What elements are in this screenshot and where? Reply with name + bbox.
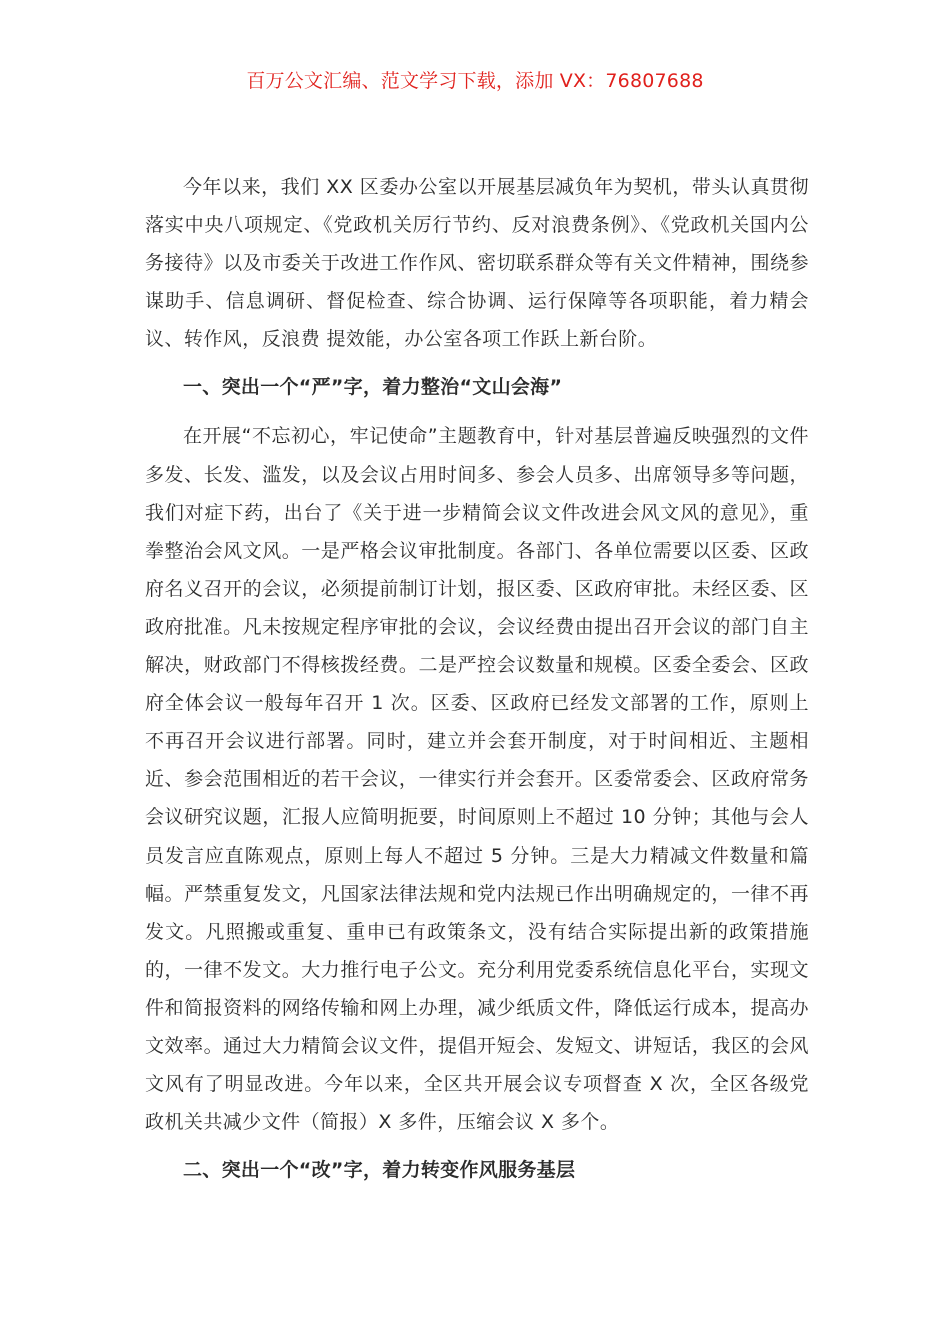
document-body [145, 168, 809, 1200]
promo-banner: 百万公文汇编、范文学习下载，添加 VX：76807688 [246, 70, 704, 92]
section-1-heading: 一、突出一个“严”字，着力整治“文山会海” [183, 376, 563, 399]
section-2-heading: 二、突出一个“改”字，着力转变作风服务基层 [183, 1159, 576, 1182]
section-1-paragraph: 在开展“不忘初心，牢记使命”主题教育中，针对基层普遍反映强烈的文件多发、长发、滥发，以及会议占用时间多、参会人员多、出席领导多等问题，我们对症下药，出台了《关于进一步精简会议文件改进会风文风的意见》，重拳整治会风文风。一是严格会议审批制度。各部门、各单位需要以区委、区政府名义召开的会议，必须提前制订计划，报区委、区政府审批。未经区委、区政府批准。凡未按规定程序审批的会议，会议经费由提出召开会议的部门自主解决，财政部门不得核拨经费。二是严控会议数量和规模。区委全委会、区政府全体会议一般每年召开 1 次。区委、区政府已经发文部署的工作，原则上不再召开会议进行部署。同时，建立并会套开制度，对于时间相近、主题相近、参会范围相近的若干会议，一律实行并会套开。区委常委会、区政府常务会议研究议题，汇报人应简明扼要，时间原则上不超过 10 分钟；其他与会人员发言应直陈观点，原则上每人不超过 5 分钟。三是大力精减文件数量和篇幅。严禁重复发文，凡国家法律法规和党内法规已作出明确规定的，一律不再发文。凡照搬或重复、重申已有政策条文，没有结合实际提出新的政策措施的，一律不发文。大力推行电子公文。充分利用党委系统信息化平台，实现文件和简报资料的网络传输和网上办理，减少纸质文件，降低运行成本，提高办文效率。通过大力精简会议文件，提倡开短会、发短文、讲短话，我区的会风文风有了明显改进。今年以来，全区共开展会议专项督查 X 次，全区各级党政机关共减少文件（简报）X 多件，压缩会议 X 多个。 [145, 425, 809, 1134]
intro-paragraph: 今年以来，我们 XX 区委办公室以开展基层减负年为契机，带头认真贯彻落实中央八项规定、《党政机关厉行节约、反对浪费条例》、《党政机关国内公务接待》以及市委关于改进工作作风、密切联系群众等有关文件精神，围绕参谋助手、信息调研、督促检查、综合协调、运行保障等各项职能，着力精会议、转作风，反浪费 提效能，办公室各项工作跃上新台阶。 [145, 176, 809, 351]
